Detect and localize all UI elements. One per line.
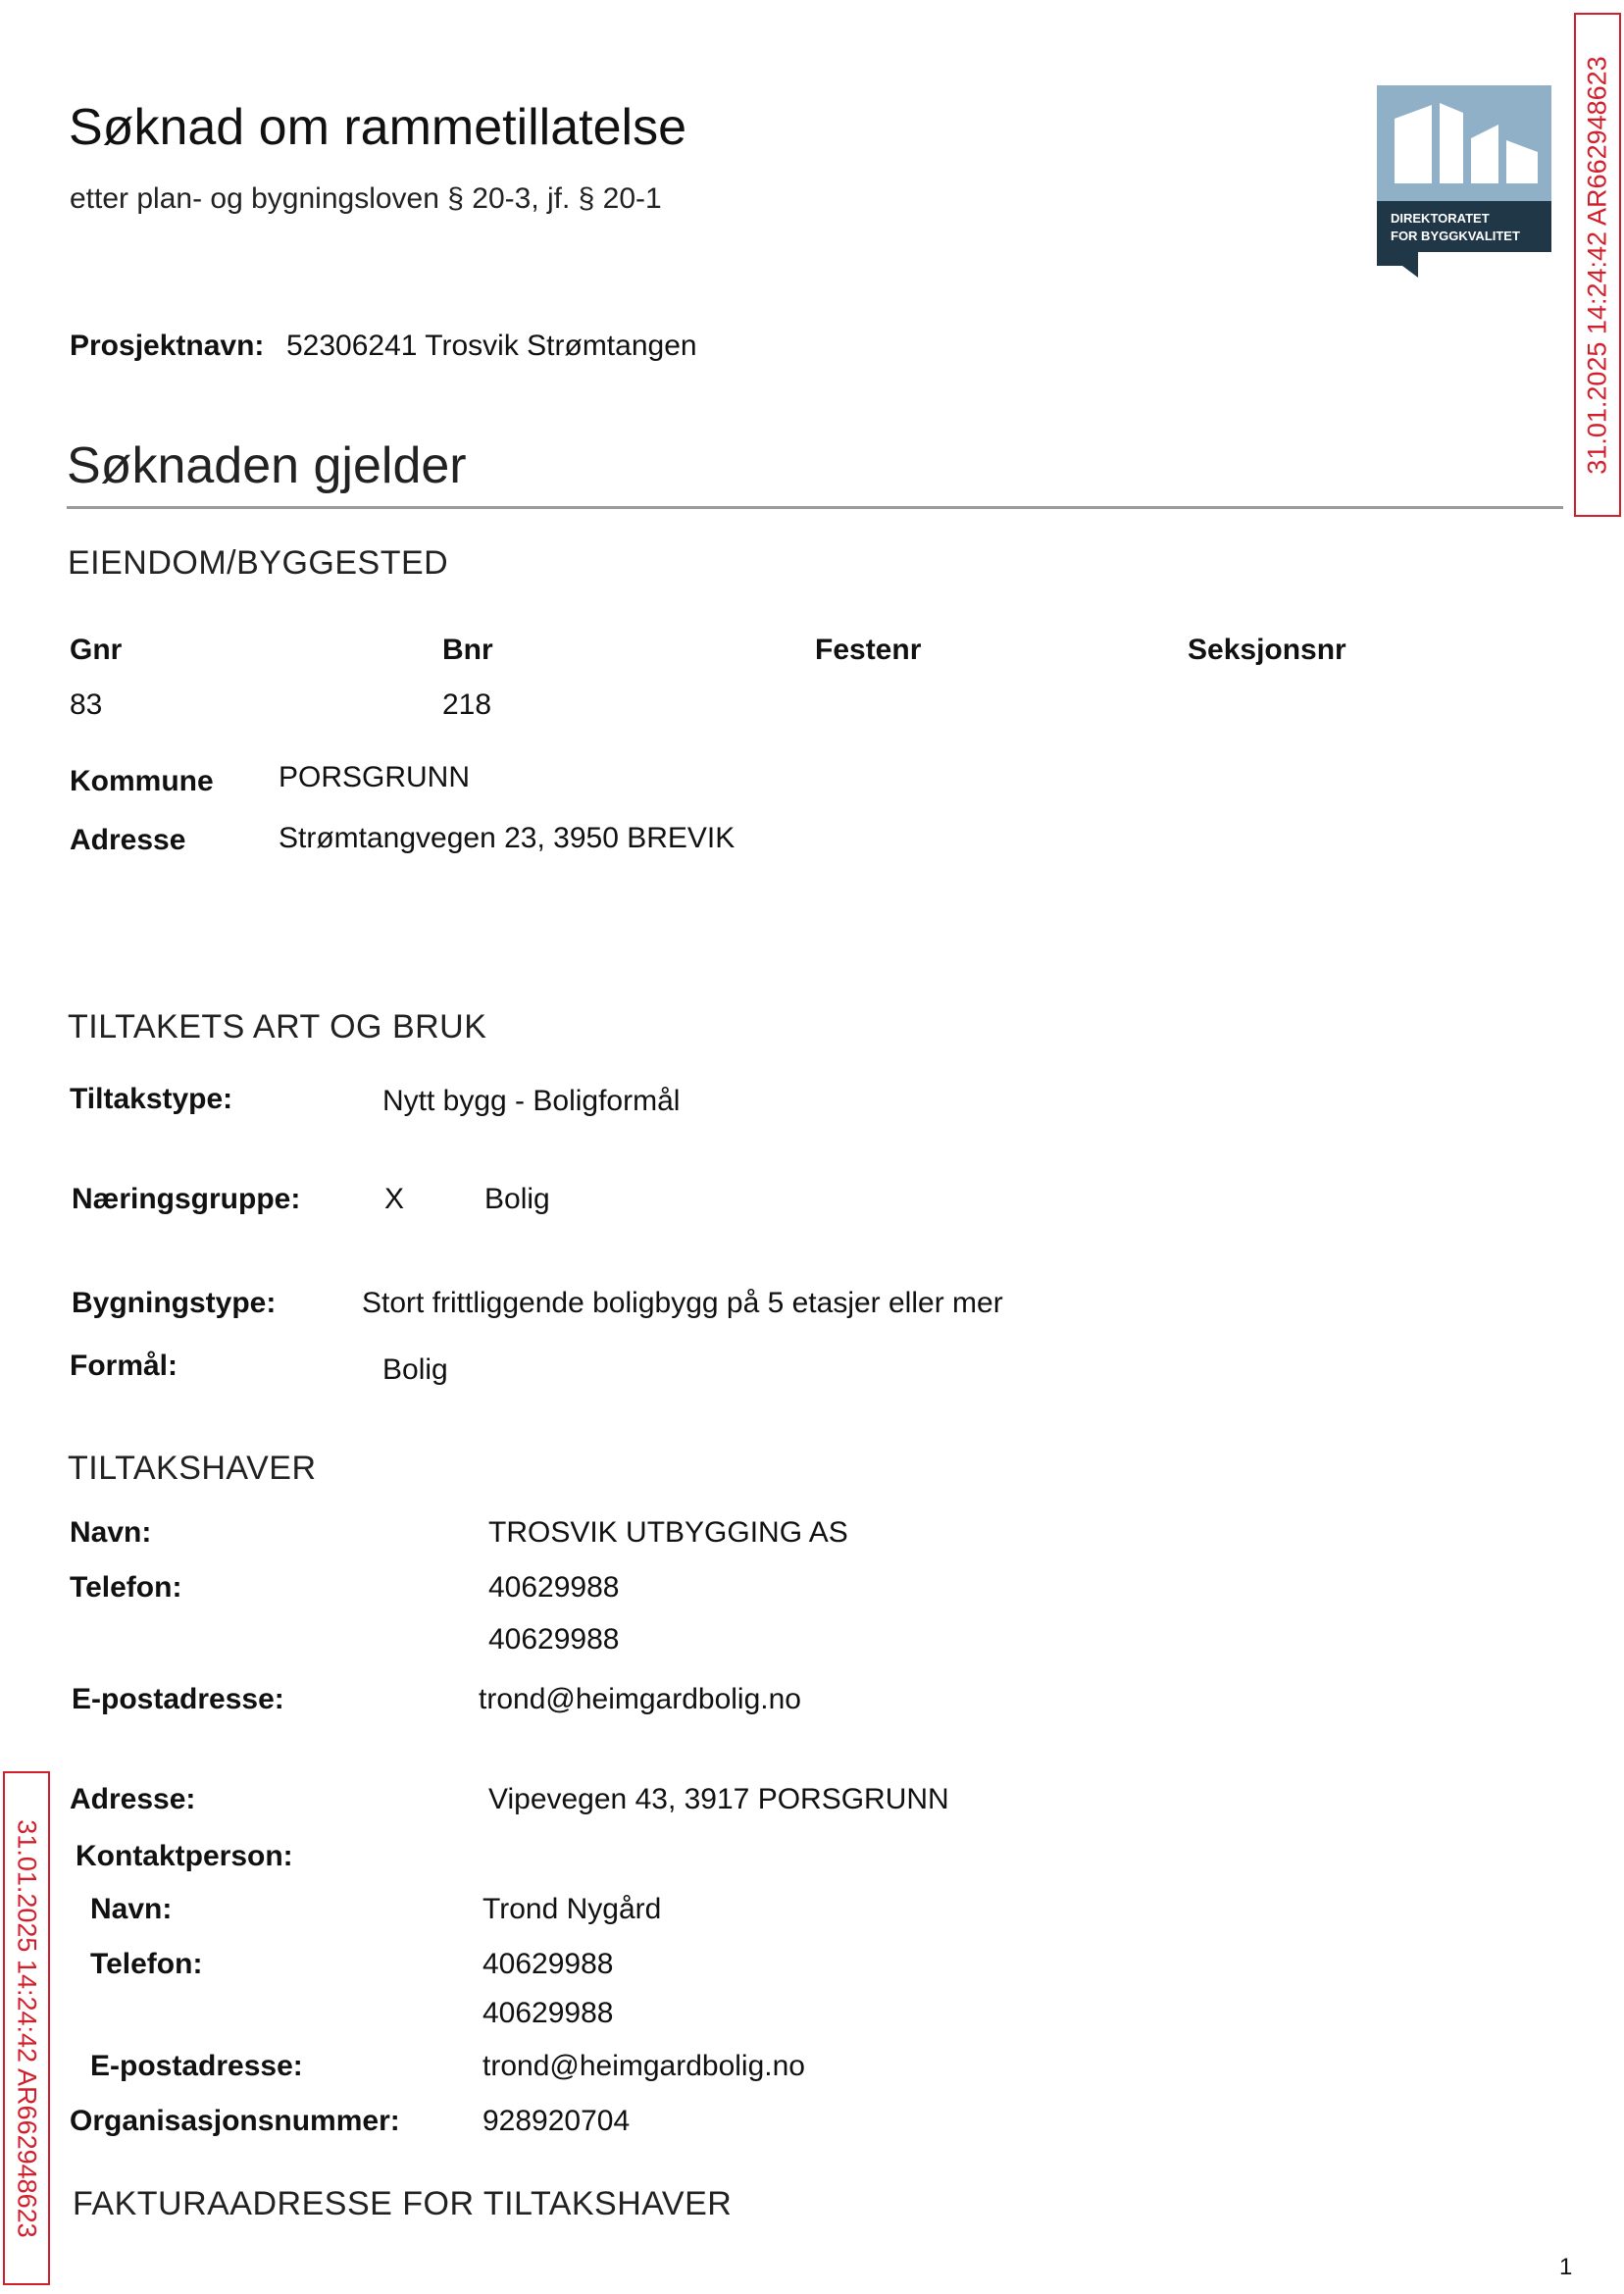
kommune-label: Kommune <box>70 765 214 797</box>
orgnr-label: Organisasjonsnummer: <box>70 2105 400 2137</box>
gnr-value: 83 <box>70 688 103 721</box>
kontaktperson-label: Kontaktperson: <box>76 1840 293 1872</box>
bygningstype-label: Bygningstype: <box>72 1287 277 1319</box>
tiltakshaver-epost-label: E-postadresse: <box>72 1683 284 1715</box>
seksjonsnr-label: Seksjonsnr <box>1188 634 1346 666</box>
gnr-label: Gnr <box>70 634 123 666</box>
bnr-value: 218 <box>442 688 492 721</box>
tiltakstype-label: Tiltakstype: <box>70 1083 233 1115</box>
page-number: 1 <box>1559 2254 1573 2280</box>
tiltakshaver-navn-value: TROSVIK UTBYGGING AS <box>488 1516 848 1549</box>
eiendom-heading: EIENDOM/BYGGESTED <box>68 544 449 582</box>
tiltakshaver-telefon-1: 40629988 <box>488 1571 620 1604</box>
tiltakshaver-telefon-label: Telefon: <box>70 1571 182 1604</box>
adresse-value: Strømtangvegen 23, 3950 BREVIK <box>279 822 736 854</box>
faktura-heading: FAKTURAADRESSE FOR TILTAKSHAVER <box>73 2185 733 2222</box>
section-title: Søknaden gjelder <box>67 437 467 494</box>
tiltakshaver-adresse-value: Vipevegen 43, 3917 PORSGRUNN <box>488 1783 949 1815</box>
bnr-label: Bnr <box>442 634 493 666</box>
naeringsgruppe-value: Bolig <box>484 1183 550 1215</box>
document-subtitle: etter plan- og bygningsloven § 20-3, jf. § 20-1 <box>70 182 662 215</box>
tiltakstype-value: Nytt bygg - Boligformål <box>382 1085 681 1117</box>
kontakt-epost-value: trond@heimgardbolig.no <box>482 2050 805 2082</box>
tiltakshaver-navn-label: Navn: <box>70 1516 152 1549</box>
kontakt-navn-label: Navn: <box>90 1893 173 1925</box>
document-title: Søknad om rammetillatelse <box>69 99 686 156</box>
naeringsgruppe-label: Næringsgruppe: <box>72 1183 301 1215</box>
orgnr-value: 928920704 <box>482 2105 631 2137</box>
adresse-label: Adresse <box>70 824 186 856</box>
tiltakshaver-heading: TILTAKSHAVER <box>68 1450 317 1487</box>
kontakt-telefon-2: 40629988 <box>482 1997 614 2029</box>
dibk-logo-graphic <box>1377 85 1551 278</box>
kontakt-telefon-label: Telefon: <box>90 1948 203 1980</box>
logo-text-line1: DIREKTORATET <box>1391 211 1490 226</box>
dibk-logo <box>1377 85 1551 278</box>
naeringsgruppe-code: X <box>384 1183 405 1215</box>
project-name-label: Prosjektnavn: <box>70 330 265 362</box>
kontakt-epost-label: E-postadresse: <box>90 2050 303 2082</box>
timestamp-stamp-top <box>1574 13 1621 517</box>
timestamp-stamp-bottom <box>3 1771 50 2285</box>
tiltak-heading: TILTAKETS ART OG BRUK <box>68 1008 487 1045</box>
stamp-text-bottom: 31.01.2025 14:24:42 AR662948623 <box>12 1818 42 2238</box>
logo-text-line2: FOR BYGGKVALITET <box>1391 229 1520 243</box>
tiltakshaver-epost-value: trond@heimgardbolig.no <box>479 1683 801 1715</box>
formal-value: Bolig <box>382 1353 448 1386</box>
bygningstype-value: Stort frittliggende boligbygg på 5 etasjer eller mer <box>362 1287 1003 1319</box>
kontakt-telefon-1: 40629988 <box>482 1948 614 1980</box>
festenr-label: Festenr <box>815 634 922 666</box>
tiltakshaver-telefon-2: 40629988 <box>488 1623 620 1656</box>
section-divider <box>67 506 1563 509</box>
project-name-value: 52306241 Trosvik Strømtangen <box>286 330 697 362</box>
kontakt-navn-value: Trond Nygård <box>482 1893 662 1925</box>
stamp-text-top: 31.01.2025 14:24:42 AR662948623 <box>1582 55 1612 475</box>
formal-label: Formål: <box>70 1350 178 1382</box>
kommune-value: PORSGRUNN <box>279 761 471 793</box>
tiltakshaver-adresse-label: Adresse: <box>70 1783 196 1815</box>
